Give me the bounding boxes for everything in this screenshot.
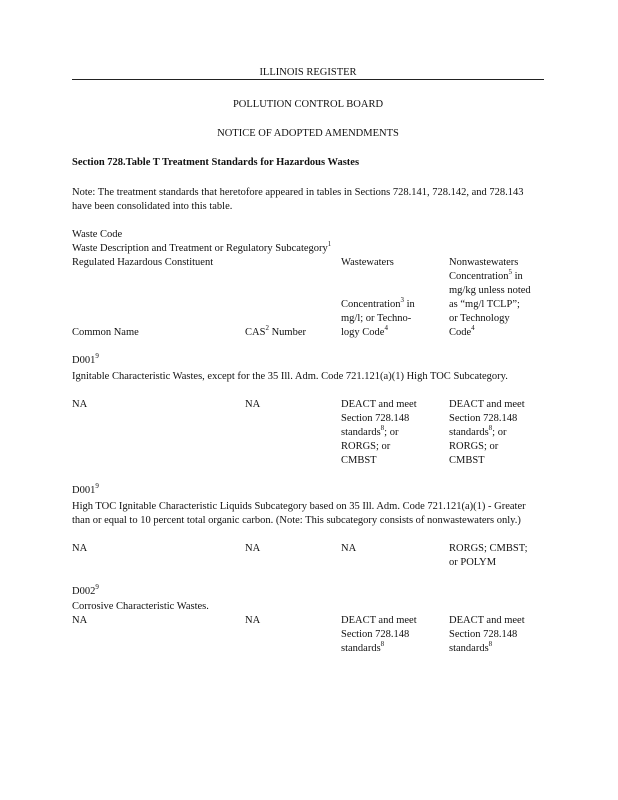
cas-number-heading xyxy=(245,323,306,340)
nww-heading-sup: 5 xyxy=(508,267,512,276)
waste-code-sup: 9 xyxy=(95,481,99,490)
ww-line xyxy=(341,423,446,440)
nww-heading-line3: mg/kg unless noted xyxy=(449,285,531,296)
nww-heading-line2b: in xyxy=(511,271,523,282)
nonwastewater-standard xyxy=(449,614,559,656)
nww-line: RORGS; or xyxy=(449,441,499,452)
waste-code xyxy=(72,481,99,498)
nww-heading-line6-text: Code xyxy=(449,327,472,338)
nww-line: or POLYM xyxy=(449,557,497,568)
nww-line: CMBST xyxy=(449,455,485,466)
waste-code-text: D002 xyxy=(72,586,96,597)
ww-line-text: standards xyxy=(341,643,381,654)
waste-code xyxy=(72,582,99,599)
nww-heading-line5: or Technology xyxy=(449,313,510,324)
ww-heading-line1 xyxy=(341,295,446,312)
nww-line xyxy=(449,423,559,440)
wastewaters-heading: Wastewaters xyxy=(341,257,394,268)
waste-code-sup: 9 xyxy=(95,351,99,360)
nww-line: Section 728.148 xyxy=(449,629,518,640)
nww-heading-sup2: 4 xyxy=(471,323,475,332)
nww-line: Section 728.148 xyxy=(449,413,518,424)
wastewater-standard xyxy=(341,614,446,656)
nww-heading-line2-text: Concentration xyxy=(449,271,509,282)
nonwastewaters-heading xyxy=(449,256,559,340)
ww-heading-line2: mg/l; or Techno- xyxy=(341,313,412,324)
wastewater-standard xyxy=(341,398,446,468)
waste-description-sup: 1 xyxy=(327,239,332,248)
cas-heading-text-b: Number xyxy=(268,327,306,338)
waste-code-text: D001 xyxy=(72,355,96,366)
waste-code-sup: 9 xyxy=(95,582,99,591)
nonwastewater-standard xyxy=(449,542,559,570)
ww-line-sup: 8 xyxy=(380,423,385,432)
ww-line-sup: 8 xyxy=(380,639,385,648)
ww-line: DEACT and meet xyxy=(341,615,417,626)
nww-heading-line6 xyxy=(449,323,559,340)
ww-heading-sup2: 4 xyxy=(384,323,388,332)
ww-line-text-b: ; or xyxy=(384,427,399,438)
waste-description-heading xyxy=(72,239,332,256)
cas-value: NA xyxy=(245,399,261,410)
ww-line: DEACT and meet xyxy=(341,399,417,410)
nww-line-sup: 8 xyxy=(488,639,493,648)
waste-description: Corrosive Characteristic Wastes. xyxy=(72,601,209,612)
common-name-value: NA xyxy=(72,615,88,626)
ww-heading-line3-text: logy Code xyxy=(341,327,385,338)
board-title: POLLUTION CONTROL BOARD xyxy=(232,99,384,110)
waste-description: Ignitable Characteristic Wastes, except for the 35 Ill. Adm. Code 721.121(a)(1) High TOC Subcategory. xyxy=(72,371,508,382)
nonwastewater-standard xyxy=(449,398,559,468)
cas-heading-text: CAS xyxy=(245,327,266,338)
ww-line: CMBST xyxy=(341,455,377,466)
cas-heading-sup: 2 xyxy=(265,323,269,332)
waste-code-text: D001 xyxy=(72,485,96,496)
note-paragraph: Note: The treatment standards that heretofore appeared in tables in Sections 728.141, 728.142, and 728.143 have been consolidated into this table. xyxy=(72,187,524,212)
notice-title: NOTICE OF ADOPTED AMENDMENTS xyxy=(217,128,399,139)
cas-value: NA xyxy=(245,615,261,626)
wastewaters-subheading xyxy=(341,295,446,340)
waste-description-heading-text: Waste Description and Treatment or Regulatory Subcategory xyxy=(72,243,328,254)
nww-line-text: standards xyxy=(449,643,489,654)
cas-value: NA xyxy=(245,543,261,554)
ww-heading-line1b: in xyxy=(403,299,415,310)
ww-line: Section 728.148 xyxy=(341,629,410,640)
ww-line: Section 728.148 xyxy=(341,413,410,424)
waste-code xyxy=(72,351,99,368)
regulated-constituent-heading: Regulated Hazardous Constituent xyxy=(72,257,214,268)
common-name-value: NA xyxy=(72,543,88,554)
ww-line: RORGS; or xyxy=(341,441,391,452)
ww-line xyxy=(341,639,446,656)
ww-heading-line1-text: Concentration xyxy=(341,299,401,310)
nww-line: DEACT and meet xyxy=(449,399,525,410)
waste-description: High TOC Ignitable Characteristic Liquids Subcategory based on 35 Ill. Adm. Code 721.121(a)(1) - Greater than or equal to 10 percent total organic carbon. (Note: This subcategory consists of nonwastewaters only.) xyxy=(72,501,526,526)
nww-heading-line2 xyxy=(449,267,559,284)
register-title: ILLINOIS REGISTER xyxy=(259,67,357,78)
ww-heading-line3 xyxy=(341,323,446,340)
header-rule xyxy=(72,79,544,80)
nww-line-sup: 8 xyxy=(488,423,493,432)
nww-line: RORGS; CMBST; xyxy=(449,543,528,554)
nww-heading-line1: Nonwastewaters xyxy=(449,257,519,268)
nww-line-text: standards xyxy=(449,427,489,438)
nww-line: DEACT and meet xyxy=(449,615,525,626)
ww-heading-sup: 3 xyxy=(400,295,404,304)
wastewater-standard: NA xyxy=(341,543,357,554)
ww-line-text: standards xyxy=(341,427,381,438)
common-name-heading: Common Name xyxy=(72,327,139,338)
waste-code-heading: Waste Code xyxy=(72,229,123,240)
nww-heading-line4: as “mg/l TCLP”; xyxy=(449,299,520,310)
nww-line xyxy=(449,639,559,656)
common-name-value: NA xyxy=(72,399,88,410)
section-title: Section 728.Table T Treatment Standards for Hazardous Wastes xyxy=(72,157,360,168)
nww-line-text-b: ; or xyxy=(492,427,507,438)
